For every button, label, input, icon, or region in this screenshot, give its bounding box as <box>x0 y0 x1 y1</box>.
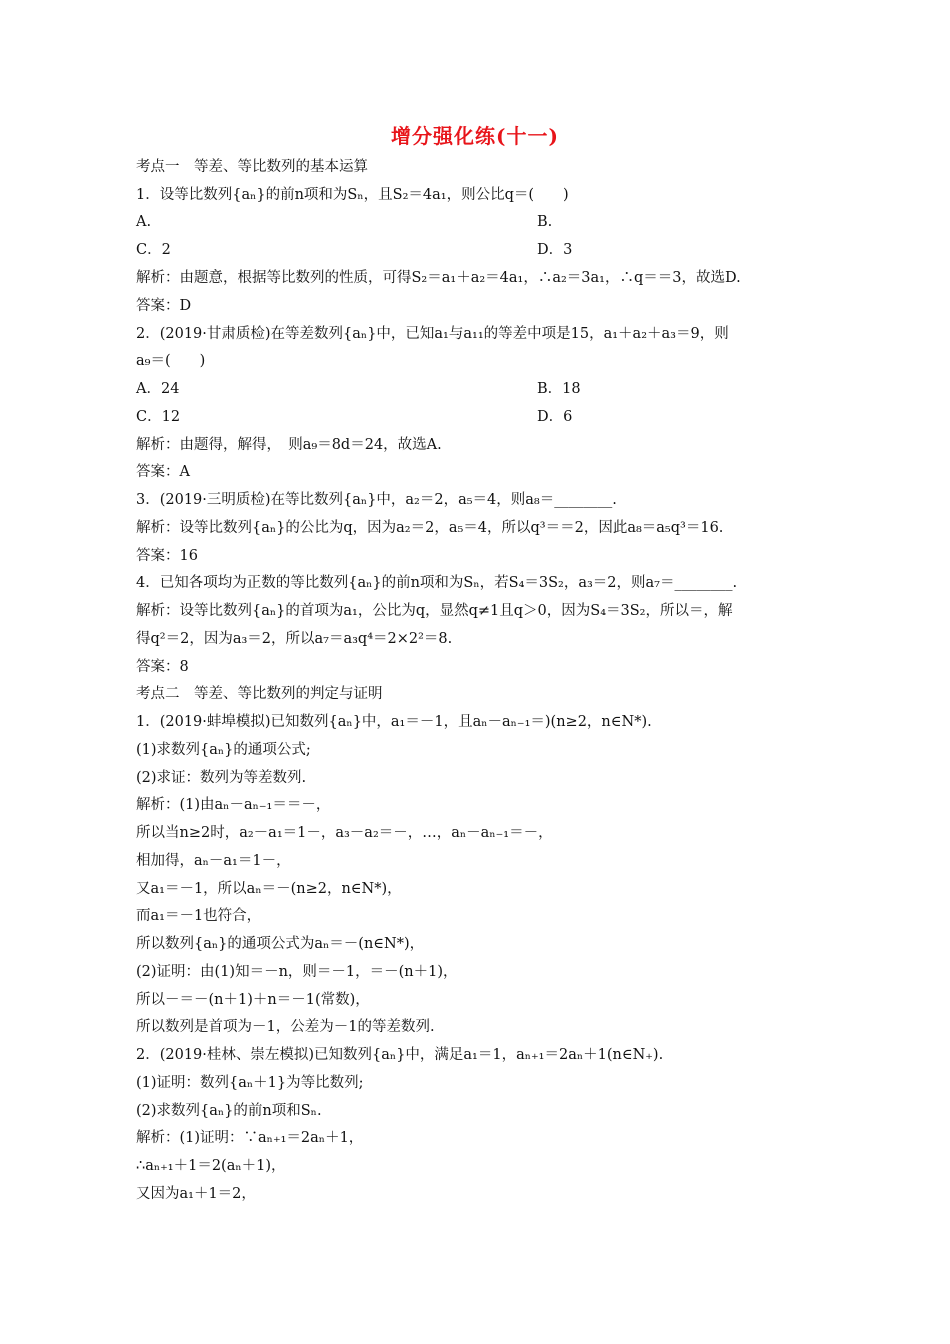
solution-text: 所以数列是首项为－1，公差为－1的等差数列. <box>136 1019 435 1035</box>
page-title: 增分强化练(十一) <box>391 124 559 148</box>
solution-text: 解析：(1)由aₙ－aₙ₋₁＝＝－， <box>136 797 331 813</box>
problem-text: 2．(2019·甘肃质检)在等差数列{aₙ}中，已知a₁与a₁₁的等差中项是15，a₁＋a₂＋a₃＝9，则 <box>136 326 729 342</box>
solution-text: 所以数列{aₙ}的通项公式为aₙ＝－(n∈N*)， <box>136 936 425 952</box>
problem-text: 1．(2019·蚌埠模拟)已知数列{aₙ}中，a₁＝－1，且aₙ－aₙ₋₁＝)(n≥2，n∈N*). <box>136 714 652 730</box>
solution-text: 又因为a₁＋1＝2， <box>136 1186 256 1202</box>
option-d: D．6 <box>537 409 573 425</box>
answer-text: 答案：8 <box>136 659 189 675</box>
option-d: D．3 <box>537 242 573 258</box>
solution-text: 所以－＝－(n＋1)＋n＝－1(常数)， <box>136 992 370 1008</box>
solution-text: 所以当n≥2时，a₂－a₁＝1－，a₃－a₂＝－，…，aₙ－aₙ₋₁＝－， <box>136 825 553 841</box>
solution-text: 解析：由题意，根据等比数列的性质，可得S₂＝a₁＋a₂＝4a₁，∴a₂＝3a₁，∴q＝＝3，故选D. <box>136 270 741 286</box>
solution-text: 解析：由题得，解得， 则a₉＝8d＝24，故选A. <box>136 437 442 453</box>
solution-text: 解析：(1)证明：∵aₙ₊₁＝2aₙ＋1， <box>136 1130 364 1146</box>
section-heading: 考点一 等差、等比数列的基本运算 <box>136 159 368 175</box>
option-b: B．18 <box>537 381 581 397</box>
solution-text: 得q²＝2，因为a₃＝2，所以a₇＝a₃q⁴＝2×2²＝8. <box>136 631 453 647</box>
solution-text: (2)证明：由(1)知＝－n，则＝－1，＝－(n＋1)， <box>136 964 458 980</box>
answer-text: 答案：D <box>136 298 192 314</box>
solution-text: 而a₁＝－1也符合， <box>136 908 262 924</box>
option-c: C．12 <box>136 409 181 425</box>
solution-text: 又a₁＝－1，所以aₙ＝－(n≥2，n∈N*)， <box>136 881 402 897</box>
problem-text: 1．设等比数列{aₙ}的前n项和为Sₙ，且S₂＝4a₁，则公比q＝( ) <box>136 187 569 203</box>
solution-text: 相加得，aₙ－a₁＝1－， <box>136 853 291 869</box>
answer-text: 答案：16 <box>136 548 198 564</box>
option-a: A. <box>136 214 152 230</box>
problem-text: (1)求数列{aₙ}的通项公式; <box>136 742 311 758</box>
solution-text: 解析：设等比数列{aₙ}的公比为q，因为a₂＝2，a₅＝4，所以q³＝＝2，因此a₈＝a₅q³＝16. <box>136 520 724 536</box>
section-heading: 考点二 等差、等比数列的判定与证明 <box>136 686 383 702</box>
problem-text: (1)证明：数列{aₙ＋1}为等比数列; <box>136 1075 364 1091</box>
answer-text: 答案：A <box>136 464 190 480</box>
option-c: C．2 <box>136 242 171 258</box>
problem-text: 3．(2019·三明质检)在等比数列{aₙ}中，a₂＝2，a₅＝4，则a₈＝________. <box>136 492 617 508</box>
option-b: B. <box>537 214 553 230</box>
solution-text: 解析：设等比数列{aₙ}的首项为a₁，公比为q，显然q≠1且q＞0，因为S₄＝3S₂，所以＝，解 <box>136 603 733 619</box>
solution-text: ∴aₙ₊₁＋1＝2(aₙ＋1)， <box>136 1158 286 1174</box>
problem-text: (2)求证：数列为等差数列. <box>136 770 307 786</box>
option-a: A．24 <box>136 381 180 397</box>
problem-text: a₉＝( ) <box>136 353 206 369</box>
problem-text: 4．已知各项均为正数的等比数列{aₙ}的前n项和为Sₙ，若S₄＝3S₂，a₃＝2，则a₇＝________. <box>136 575 738 591</box>
problem-text: (2)求数列{aₙ}的前n项和Sₙ. <box>136 1103 322 1119</box>
problem-text: 2．(2019·桂林、崇左模拟)已知数列{aₙ}中，满足a₁＝1，aₙ₊₁＝2aₙ＋1(n∈N₊). <box>136 1047 664 1063</box>
